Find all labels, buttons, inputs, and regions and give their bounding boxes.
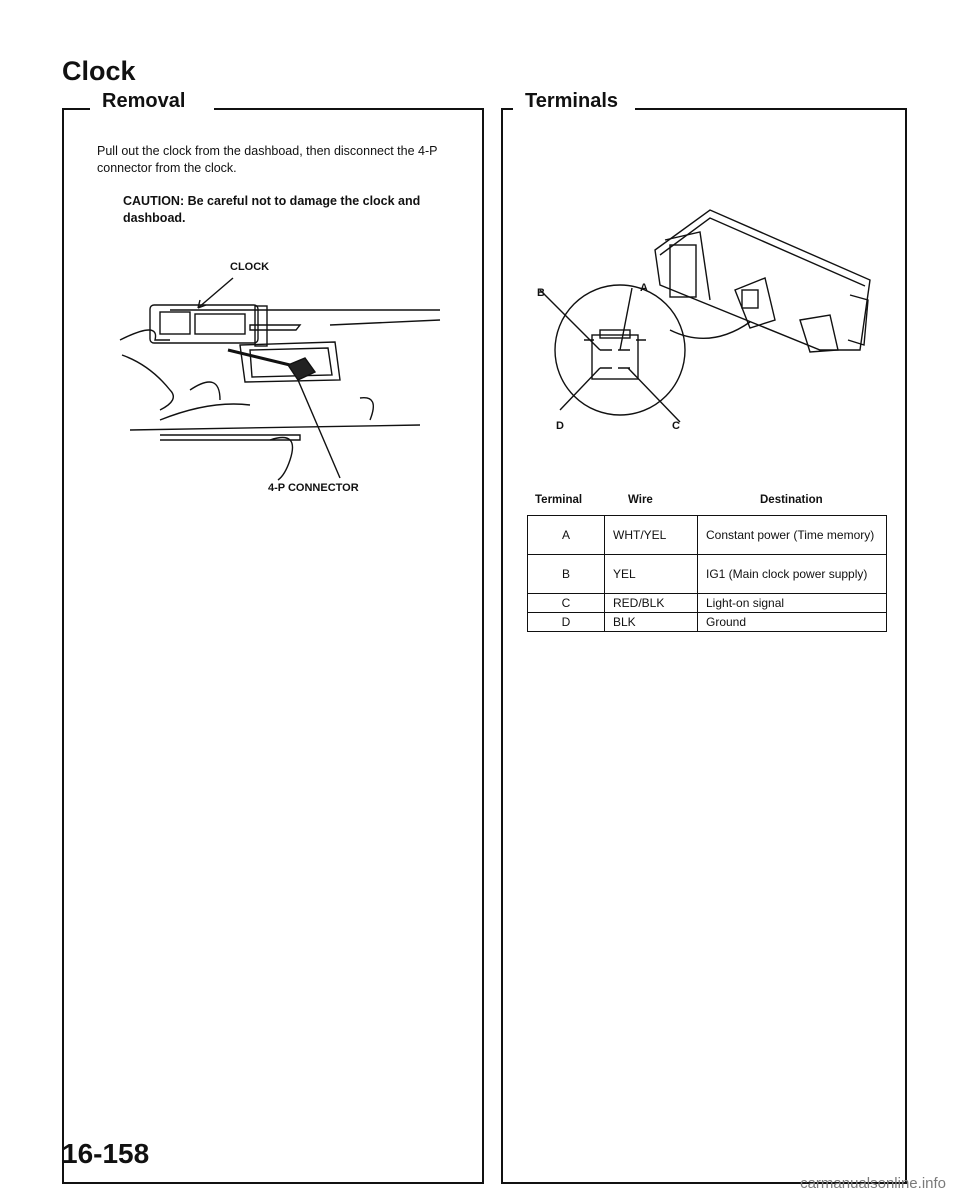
header-destination: Destination — [760, 494, 823, 506]
caution-note — [123, 193, 471, 227]
panel-rule — [214, 108, 482, 110]
cell-terminal: B — [528, 555, 605, 594]
cell-wire: YEL — [605, 555, 698, 594]
header-terminal: Terminal — [535, 494, 583, 506]
clock-label: CLOCK — [230, 261, 270, 273]
cell-terminal: A — [528, 516, 605, 555]
cell-wire: BLK — [605, 613, 698, 632]
removal-instruction: Pull out the clock from the dashboad, then disconnect the 4-P connector from the clock. — [97, 144, 438, 175]
panel-rule — [503, 108, 513, 110]
cell-destination: Ground — [698, 613, 887, 632]
panel-rule — [64, 108, 90, 110]
header-wire: Wire — [628, 494, 653, 506]
cell-destination: IG1 (Main clock power supply) — [698, 555, 887, 594]
cell-terminal: C — [528, 594, 605, 613]
cell-terminal: D — [528, 613, 605, 632]
table-row — [528, 594, 887, 613]
table-row — [528, 516, 887, 555]
cell-destination: Constant power (Time memory) — [698, 516, 887, 555]
terminal-c-label: C — [672, 420, 680, 432]
panel-rule — [635, 108, 905, 110]
table-row — [528, 555, 887, 594]
footer-watermark: carmanualsonline.info — [800, 1175, 946, 1192]
terminal-d-label: D — [556, 420, 564, 432]
cell-wire: WHT/YEL — [605, 516, 698, 555]
caution-label: CAUTION: — [123, 194, 185, 208]
removal-heading: Removal — [96, 90, 191, 113]
connector-terminal-illustration — [520, 200, 880, 440]
terminal-table — [527, 515, 887, 632]
caution-text: Be careful not to damage the clock and dashboad. — [123, 194, 421, 225]
page-number: 16-158 — [62, 1138, 150, 1169]
table-row — [528, 613, 887, 632]
terminals-heading: Terminals — [519, 90, 624, 113]
terminal-b-label: B — [537, 287, 545, 299]
connector-label: 4-P CONNECTOR — [268, 482, 359, 494]
cell-destination: Light-on signal — [698, 594, 887, 613]
cell-wire: RED/BLK — [605, 594, 698, 613]
terminal-a-label: A — [640, 282, 648, 294]
clock-removal-illustration — [100, 250, 460, 510]
page-title: Clock — [62, 56, 136, 86]
